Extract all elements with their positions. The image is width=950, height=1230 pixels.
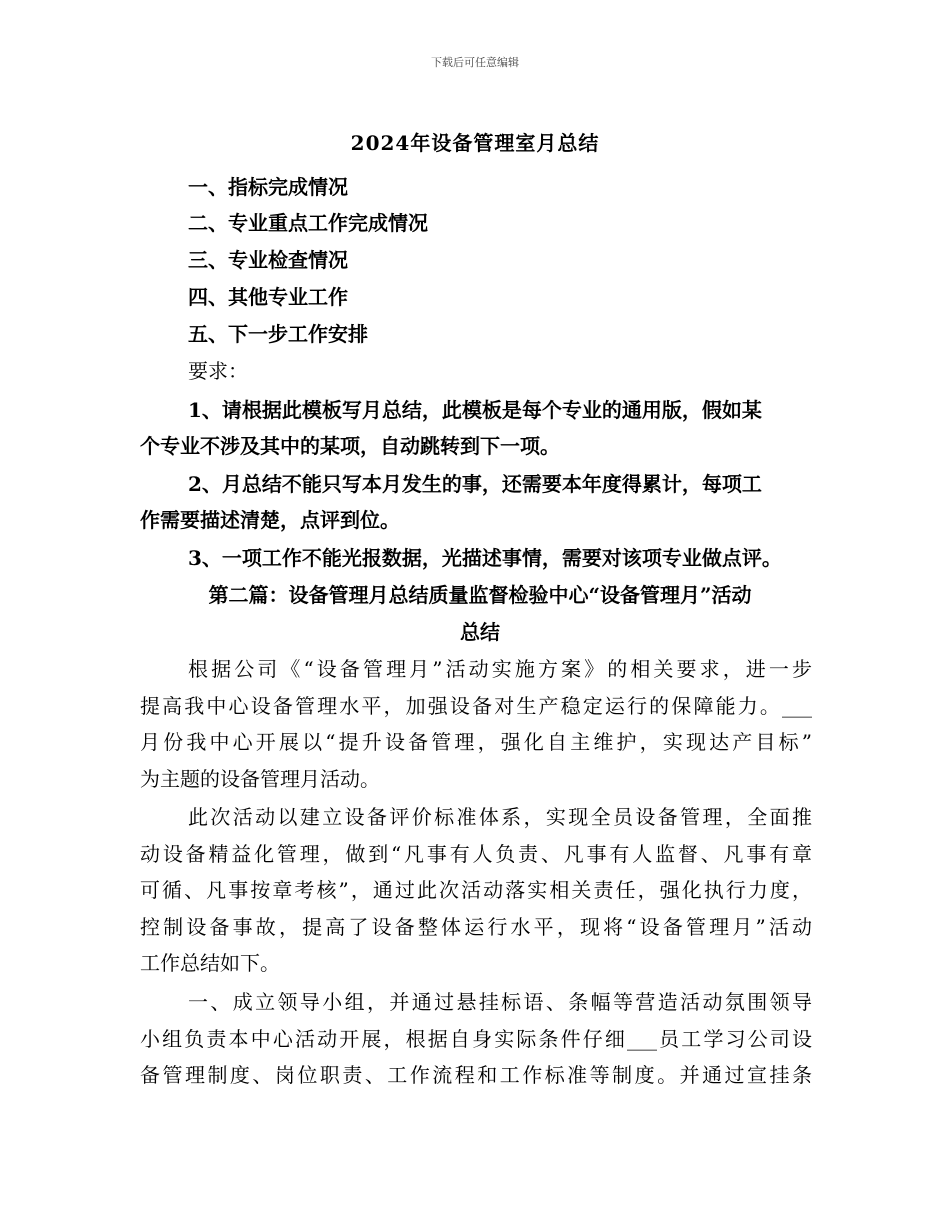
paragraph-1-line: 月份我中心开展以“提升设备管理，强化自主维护，实现达产目标” (140, 730, 812, 754)
requirements-label: 要求： (188, 359, 248, 383)
outline-item-3: 三、专业检查情况 (188, 248, 348, 272)
requirement-2-line-1: 2、月总结不能只写本月发生的事，还需要本年度得累计，每项工 (188, 472, 762, 496)
paragraph-2 (140, 799, 812, 982)
part2-title-line-2: 总结 (460, 620, 500, 644)
paragraph-2-line: 控制设备事故，提高了设备整体运行水平，现将“设备管理月”活动 (140, 914, 812, 939)
requirement-1-line-2: 个专业不涉及其中的某项，自动跳转到下一项。 (140, 434, 560, 458)
paragraph-2-line: 可循、凡事按章考核”，通过此次活动落实相关责任，强化执行力度， (140, 878, 812, 902)
requirement-3: 3、一项工作不能光报数据，光描述事情，需要对该项专业做点评。 (188, 546, 782, 570)
document-title: 2024年设备管理室月总结 (350, 131, 600, 155)
paragraph-2-line: 此次活动以建立设备评价标准体系，实现全员设备管理，全面推 (188, 805, 812, 829)
paragraph-2-line: 动设备精益化管理，做到“凡事有人负责、凡事有人监督、凡事有章 (140, 841, 812, 866)
outline-item-2: 二、专业重点工作完成情况 (188, 211, 428, 235)
paragraph-3-line: 备管理制度、岗位职责、工作流程和工作标准等制度。并通过宣挂条 (140, 1063, 812, 1087)
requirement-1-line-1: 1、请根据此模板写月总结，此模板是每个专业的通用版，假如某 (188, 398, 762, 422)
paragraph-1-line: 为主题的设备管理月活动。 (140, 766, 380, 791)
paragraph-3-line: 小组负责本中心活动开展，根据自身实际条件仔细___员工学习公司设 (140, 1026, 812, 1051)
requirement-2-line-2: 作需要描述清楚，点评到位。 (140, 508, 400, 532)
paragraph-1-line: 根据公司《“设备管理月”活动实施方案》的相关要求，进一步 (188, 657, 812, 681)
outline-item-4: 四、其他专业工作 (188, 285, 348, 309)
page-header: 下载后可任意编辑 (431, 56, 519, 69)
paragraph-2-line: 工作总结如下。 (140, 951, 280, 975)
paragraph-3 (140, 984, 812, 1094)
outline-item-1: 一、指标完成情况 (188, 175, 348, 199)
paragraph-1-line: 提高我中心设备管理水平，加强设备对生产稳定运行的保障能力。___ (140, 693, 812, 718)
part2-title-line-1: 第二篇：设备管理月总结质量监督检验中心“设备管理月”活动 (208, 583, 752, 607)
paragraph-1 (140, 651, 812, 797)
paragraph-3-line: 一、成立领导小组，并通过悬挂标语、条幅等营造活动氛围领导 (188, 990, 812, 1014)
outline-item-5: 五、下一步工作安排 (188, 322, 368, 346)
